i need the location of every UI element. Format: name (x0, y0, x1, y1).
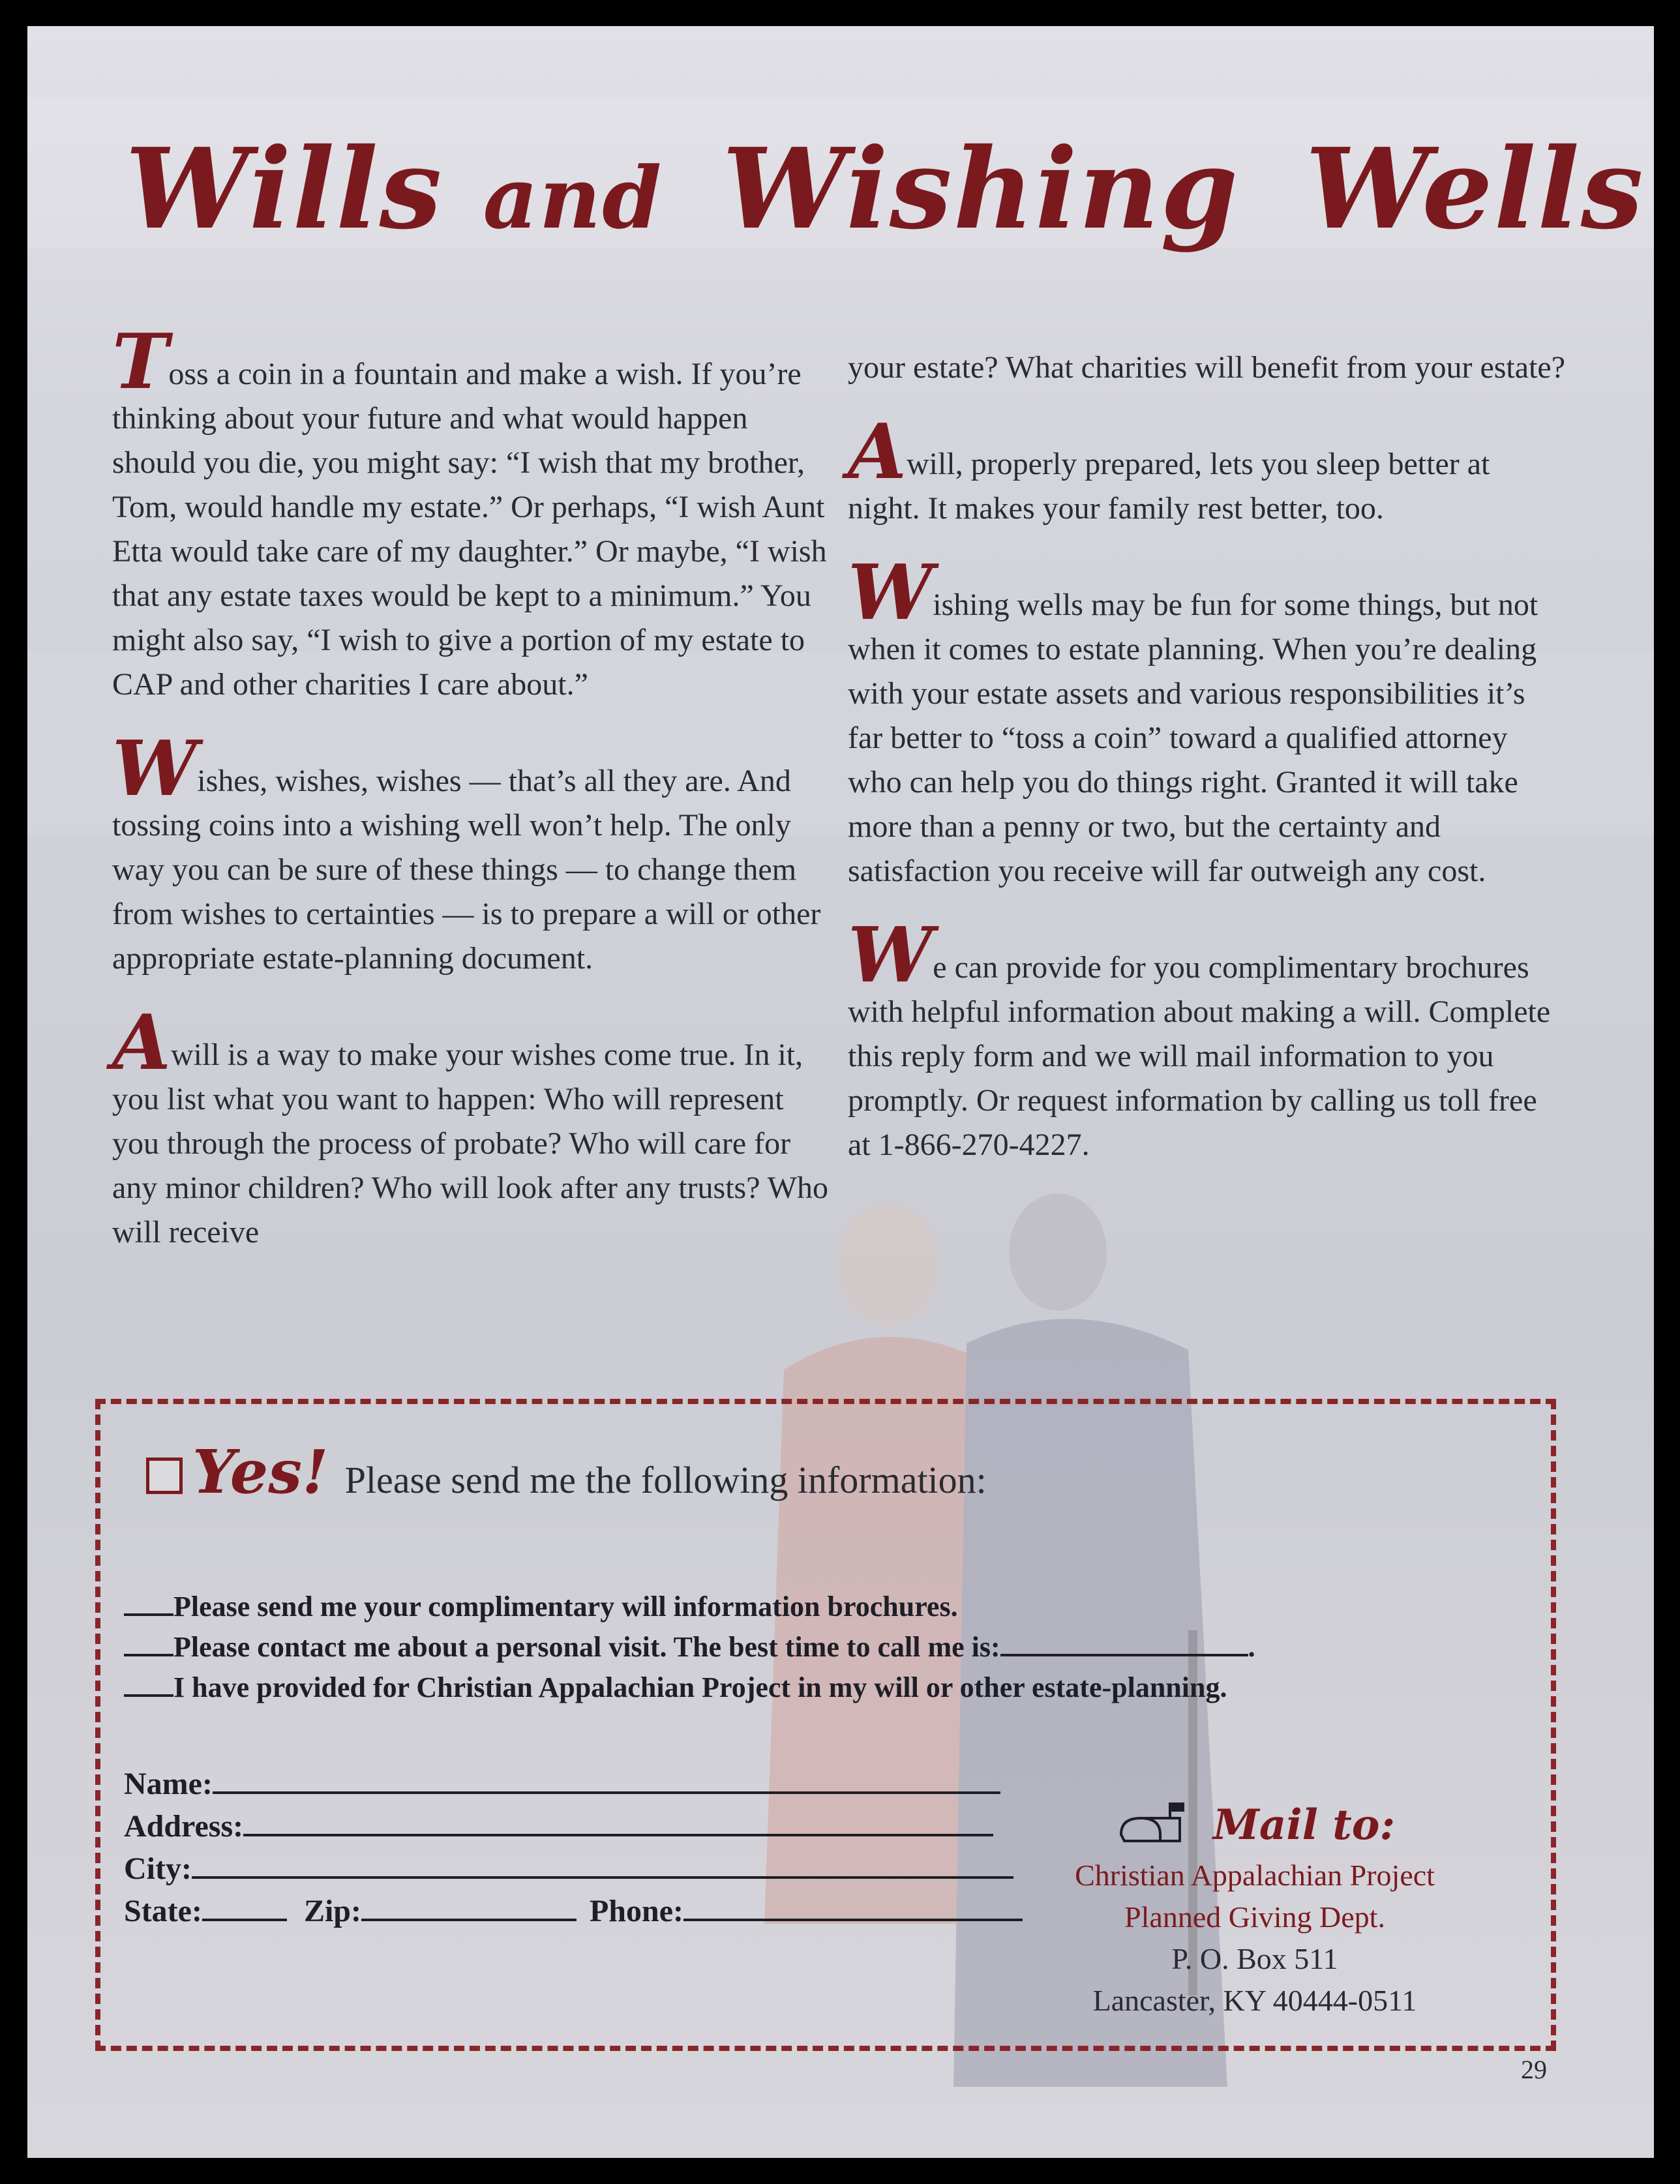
name-field[interactable] (213, 1763, 1000, 1794)
city-label: City: (124, 1851, 192, 1886)
mail-department: Planned Giving Dept. (1124, 1900, 1385, 1934)
reply-form-heading: Please send me the following information: (344, 1459, 987, 1501)
drop-cap: T (112, 318, 169, 406)
drop-cap: W (848, 911, 933, 1000)
reply-form-header (146, 1437, 987, 1515)
paragraph-text: your estate? What charities will benefit from your estate? (848, 350, 1566, 385)
option-label: Please send me your complimentary will information brochures. (173, 1591, 958, 1623)
article-paragraph (848, 911, 1565, 1167)
drop-cap: A (848, 408, 907, 496)
phone-label: Phone: (589, 1894, 683, 1928)
address-field[interactable] (243, 1805, 993, 1836)
article-column-right (848, 346, 1565, 1213)
reply-option (124, 1627, 1255, 1668)
page-number: 29 (1521, 2055, 1547, 2084)
paragraph-text: ishing wells may be fun for some things, but not when it comes to estate planning. When you’re dealing with your estate assets and various responsibilities it’s far better to “toss a coin” toward a qualified attorney who can help you do things right. Granted it will take more than a penny or two, but the certainty and satisfaction you receive will far outweigh any cost. (848, 588, 1538, 888)
contact-fields (124, 1763, 1023, 1932)
reply-form (95, 1399, 1556, 2051)
mail-city: Lancaster, KY 40444-0511 (1092, 1984, 1417, 2017)
drop-cap: A (112, 998, 172, 1087)
state-zip-phone-row (124, 1890, 1023, 1932)
paragraph-text: will is a way to make your wishes come true. In it, you list what you want to happen: Who will represent you through the process of probate? Who will care for any minor children? Who will look after any trusts? Who will receive (112, 1038, 828, 1249)
reply-option (124, 1587, 1255, 1627)
reply-option (124, 1668, 1255, 1708)
article-paragraph (112, 318, 830, 707)
address-row (124, 1805, 1023, 1847)
article-paragraph (112, 998, 830, 1255)
magazine-page (27, 26, 1654, 2158)
option-check-blank[interactable] (124, 1668, 173, 1697)
headline (125, 124, 1645, 339)
article-paragraph (848, 346, 1565, 390)
address-label: Address: (124, 1809, 244, 1844)
mail-po-box: P. O. Box 511 (1171, 1942, 1338, 1975)
mail-to-row (1033, 1799, 1477, 1851)
paragraph-text: e can provide for you complimentary brochures with helpful information about making a will. Complete this reply form and we will mail information to you promptly. Or request information by calling us toll free at 1-866-270-4227. (848, 950, 1551, 1162)
headline-word-and: and (483, 148, 663, 248)
paragraph-text: oss a coin in a fountain and make a wish. If you’re thinking about your future and what would happen should you die, you might say: “I wish that my brother, Tom, would handle my estate.” Or perhaps, “I wish Aunt Etta would take care of my daughter.” Or maybe, “I wish that any estate taxes would be kept to a minimum.” You might also say, “I wish to give a portion of my estate to CAP and other charities I care about.” (112, 357, 827, 702)
state-label: State: (124, 1894, 202, 1928)
best-time-field[interactable] (1000, 1628, 1248, 1656)
mailbox-icon (1115, 1799, 1199, 1851)
drop-cap: W (112, 725, 198, 813)
name-label: Name: (124, 1767, 213, 1801)
headline-word-wells: Wells (1305, 124, 1645, 254)
yes-checkbox[interactable] (146, 1458, 183, 1494)
option-label: I have provided for Christian Appalachian Project in my will or other estate-planning. (173, 1671, 1227, 1703)
city-row (124, 1847, 1023, 1890)
headline-word-wills: Wills (125, 124, 443, 254)
zip-label: Zip: (303, 1894, 361, 1928)
article-paragraph (848, 548, 1565, 893)
zip-field[interactable] (361, 1890, 577, 1921)
state-field[interactable] (202, 1890, 287, 1921)
option-check-blank[interactable] (124, 1628, 173, 1656)
name-row (124, 1763, 1023, 1805)
city-field[interactable] (192, 1847, 1013, 1879)
article-paragraph (848, 408, 1565, 531)
phone-field[interactable] (683, 1890, 1023, 1921)
mail-to-label: Mail to: (1213, 1800, 1396, 1849)
yes-label: Yes! (192, 1437, 329, 1507)
paragraph-text: will, properly prepared, lets you sleep better at night. It makes your family rest better, too. (848, 447, 1490, 526)
option-label: Please contact me about a personal visit. The best time to call me is: (173, 1631, 1000, 1663)
article-column-left (112, 318, 830, 1300)
reply-options (124, 1587, 1255, 1708)
mailing-address (1033, 1799, 1477, 2022)
option-suffix: . (1248, 1631, 1255, 1663)
headline-word-wishing: Wishing (722, 124, 1240, 254)
mail-organization: Christian Appalachian Project (1075, 1859, 1435, 1892)
drop-cap: W (848, 548, 933, 637)
option-check-blank[interactable] (124, 1587, 173, 1616)
article-paragraph (112, 725, 830, 981)
paragraph-text: ishes, wishes, wishes — that’s all they are. And tossing coins into a wishing well won’t help. The only way you can be sure of these things — to change them from wishes to certainties — is to prepare a will or other appropriate estate-planning document. (112, 764, 821, 976)
